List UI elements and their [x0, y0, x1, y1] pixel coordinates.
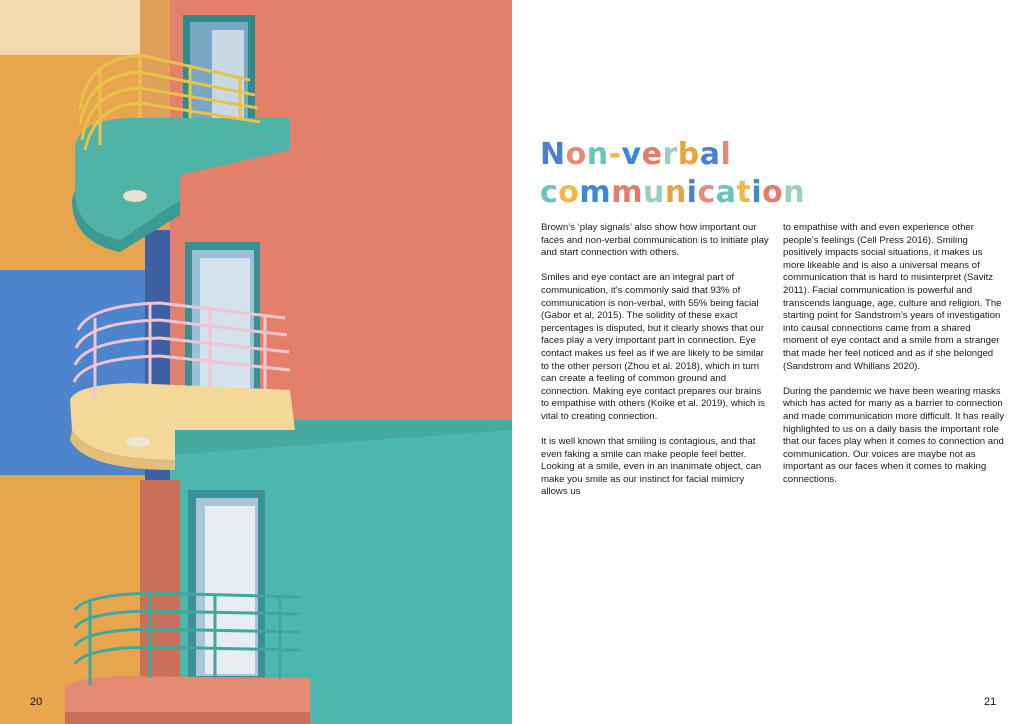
- paragraph: to empathise with and even experience other people’s feelings (Cell Press 2016). Smiling positively impacts social situations, it makes us more likeable and is also a universal means of communication that is hard to misinterpret (Savitz 2011). Facial communication is powerful and transcends language, age, culture and religion. The starting point for Sandstrom’s years of investigation into causal connections came from a shared moment of eye contact and a smile from a stranger that made her feel noticed and as if she belonged (Sandstrom and Whillans 2020).: [783, 222, 1002, 372]
- paragraph: Smiles and eye contact are an integral part of communication, it’s commonly said that 93% of communication is non-verbal, with 55% being facial (Gabor et al, 2015). The solidity of these exact percentages is disputed, but it clearly shows that our faces play a very important part in connection. Eye contact makes us feel as if we are likely to be similar to the other person (Zhou et al. 2018), which in turn can create a feeling of common ground and connection. Making eye contact prepares our brains to empathise with others (Koike et al. 2019), which is vital to creating connection.: [541, 272, 765, 422]
- title-letter: l: [720, 137, 732, 172]
- page-number-left: 20: [30, 696, 43, 708]
- text-column-right: [783, 222, 1005, 499]
- title-letter: n: [664, 175, 687, 210]
- title-line-2: [540, 174, 805, 212]
- title-letter: u: [642, 175, 665, 210]
- article-title: [540, 136, 805, 212]
- title-letter: m: [611, 175, 643, 210]
- page-number-right: 21: [984, 696, 997, 708]
- title-letter: e: [641, 137, 663, 172]
- title-letter: -: [608, 137, 622, 172]
- paragraph: During the pandemic we have been wearing masks which has acted for many as a barrier to connection and made communication more difficult. It has really highlighted to us on a daily basis the important role that our faces play when it comes to connection and communication. Our voices are maybe not as important as our faces when it comes to making connections.: [783, 385, 1005, 485]
- title-letter: n: [783, 175, 806, 210]
- title-letter: o: [558, 175, 580, 210]
- title-letter: b: [677, 137, 700, 172]
- title-letter: t: [736, 175, 752, 210]
- title-letter: i: [751, 175, 763, 210]
- paragraph: Brown’s ‘play signals’ also show how important our faces and non-verbal communication is to initiate play and start connection with others.: [541, 222, 769, 259]
- title-letter: r: [662, 137, 678, 172]
- title-letter: a: [699, 137, 721, 172]
- title-letter: o: [565, 137, 587, 172]
- title-letter: N: [540, 137, 566, 172]
- title-letter: a: [715, 175, 737, 210]
- paragraph: It is well known that smiling is contagious, and that even faking a smile can make people feel better. Looking at a smile, even in an inanimate object, can make you smile as our instinct for facial mimicry allows us: [541, 436, 762, 498]
- text-column-left: [541, 222, 771, 512]
- title-letter: i: [686, 175, 698, 210]
- title-letter: m: [579, 175, 612, 210]
- title-letter: o: [762, 175, 784, 210]
- title-letter: n: [586, 137, 609, 172]
- title-letter: c: [540, 175, 559, 210]
- title-line-1: [540, 136, 805, 174]
- title-letter: v: [621, 137, 642, 172]
- title-letter: c: [697, 175, 716, 210]
